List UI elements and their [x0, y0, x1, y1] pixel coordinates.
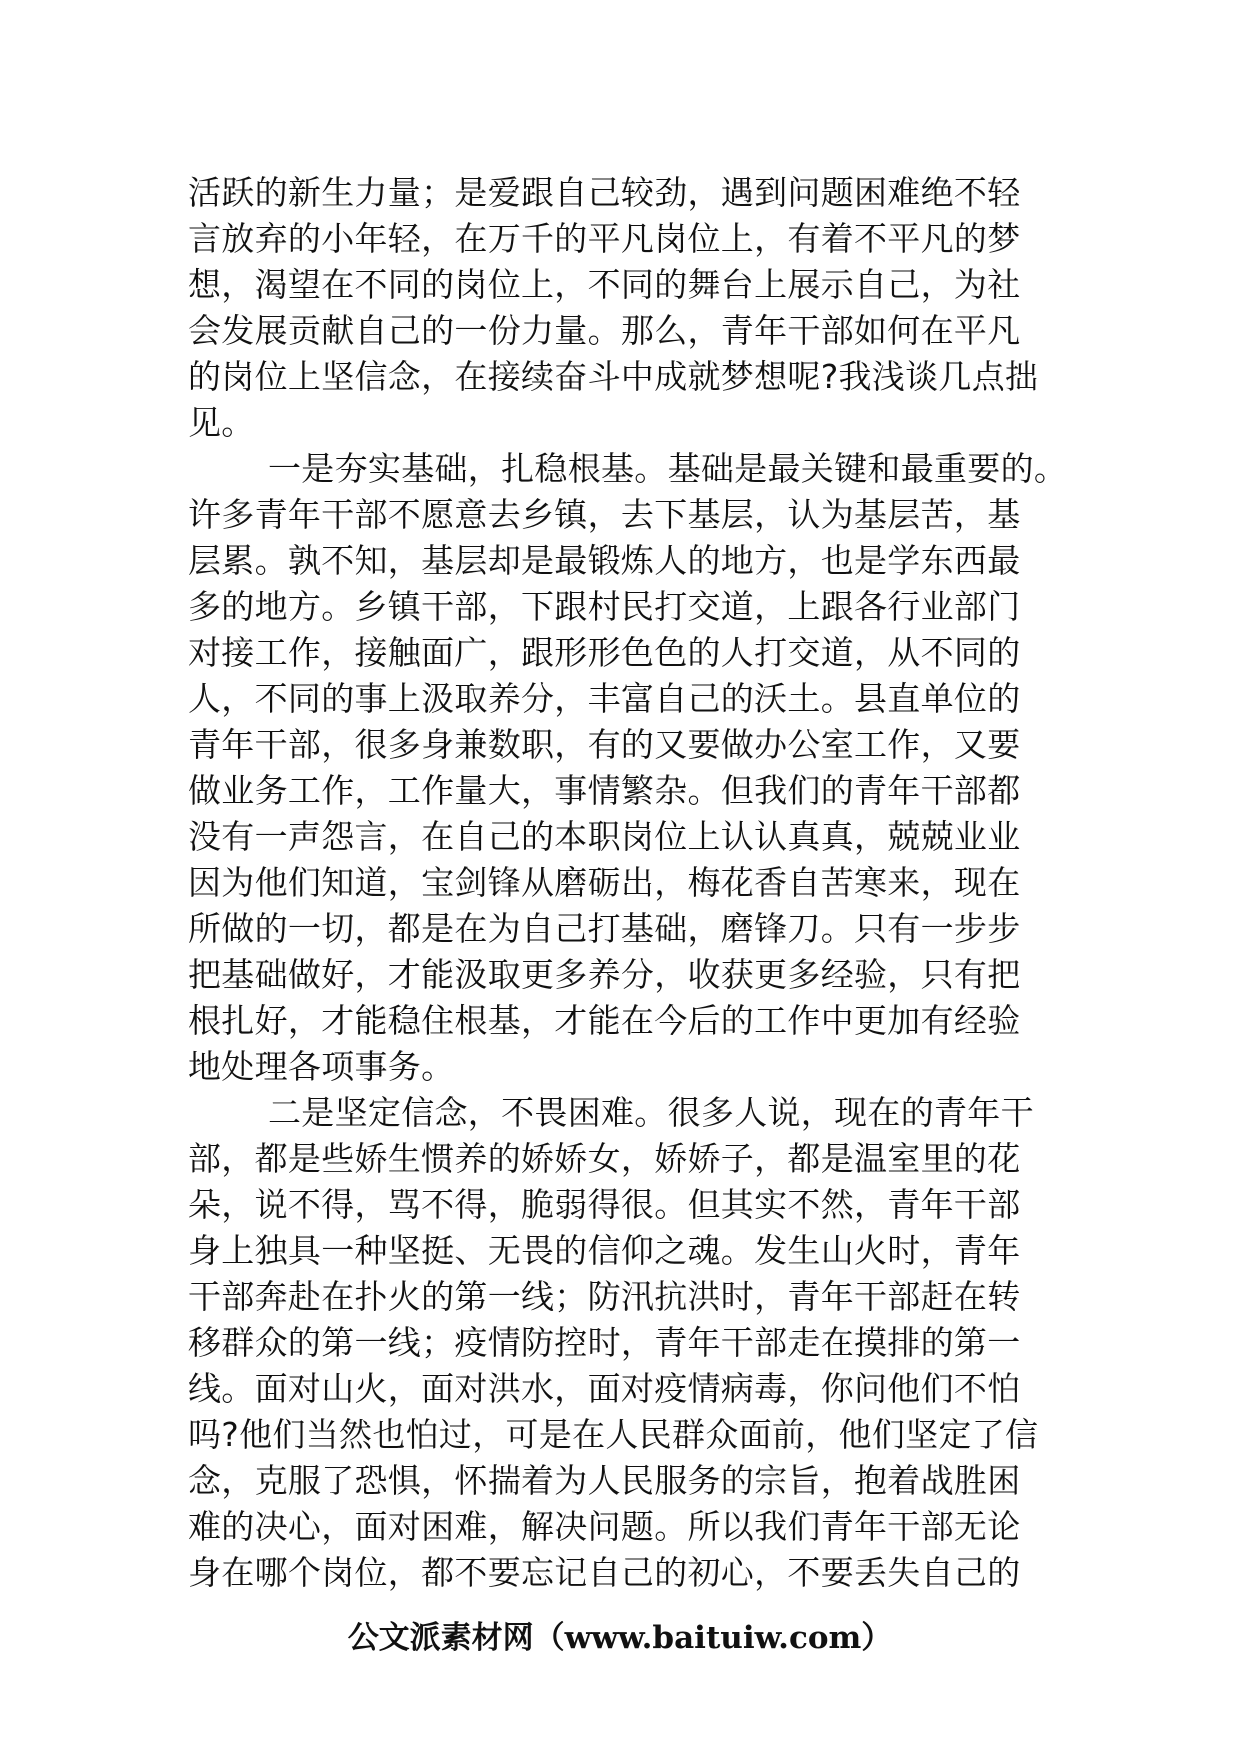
body-line: 吗?他们当然也怕过，可是在人民群众面前，他们坚定了信	[188, 1415, 1039, 1454]
body-line: 难的决心，面对困难，解决问题。所以我们青年干部无论	[188, 1507, 1021, 1546]
paragraph-start-line: 一是夯实基础，扎稳根基。基础是最关键和最重要的。	[268, 449, 1068, 488]
body-line: 活跃的新生力量；是爱跟自己较劲，遇到问题困难绝不轻	[188, 173, 1021, 212]
body-line: 部，都是些娇生惯养的娇娇女，娇娇子，都是温室里的花	[188, 1139, 1021, 1178]
body-line: 许多青年干部不愿意去乡镇，去下基层，认为基层苦，基	[188, 495, 1021, 534]
body-line: 把基础做好，才能汲取更多养分，收获更多经验，只有把	[188, 955, 1021, 994]
body-line: 地处理各项事务。	[188, 1047, 455, 1086]
body-line: 念，克服了恐惧，怀揣着为人民服务的宗旨，抱着战胜困	[188, 1461, 1021, 1500]
body-line: 的岗位上坚信念，在接续奋斗中成就梦想呢?我浅谈几点拙	[188, 357, 1039, 396]
page-footer: 公文派素材网（www.baituiw.com）	[347, 1620, 893, 1656]
document-body	[188, 170, 1068, 1596]
body-line: 想，渴望在不同的岗位上，不同的舞台上展示自己，为社	[188, 265, 1021, 304]
body-line: 人，不同的事上汲取养分，丰富自己的沃土。县直单位的	[188, 679, 1021, 718]
paragraph-start-line: 二是坚定信念，不畏困难。很多人说，现在的青年干	[268, 1093, 1034, 1132]
body-line: 言放弃的小年轻，在万千的平凡岗位上，有着不平凡的梦	[188, 219, 1021, 258]
body-line: 做业务工作，工作量大，事情繁杂。但我们的青年干部都	[188, 771, 1021, 810]
body-line: 身上独具一种坚挺、无畏的信仰之魂。发生山火时，青年	[188, 1231, 1021, 1270]
body-line: 会发展贡献自己的一份力量。那么，青年干部如何在平凡	[188, 311, 1021, 350]
body-line: 没有一声怨言，在自己的本职岗位上认认真真，兢兢业业	[188, 817, 1021, 856]
body-line: 干部奔赴在扑火的第一线；防汛抗洪时，青年干部赶在转	[188, 1277, 1021, 1316]
body-line: 青年干部，很多身兼数职，有的又要做办公室工作，又要	[188, 725, 1021, 764]
body-line: 朵，说不得，骂不得，脆弱得很。但其实不然，青年干部	[188, 1185, 1021, 1224]
body-line: 对接工作，接触面广，跟形形色色的人打交道，从不同的	[188, 633, 1021, 672]
body-line: 见。	[188, 403, 255, 442]
body-line: 移群众的第一线；疫情防控时，青年干部走在摸排的第一	[188, 1323, 1021, 1362]
body-line: 所做的一切，都是在为自己打基础，磨锋刀。只有一步步	[188, 909, 1021, 948]
body-line: 层累。孰不知，基层却是最锻炼人的地方，也是学东西最	[188, 541, 1021, 580]
body-line: 身在哪个岗位，都不要忘记自己的初心，不要丢失自己的	[188, 1553, 1021, 1592]
body-line: 线。面对山火，面对洪水，面对疫情病毒，你问他们不怕	[188, 1369, 1021, 1408]
body-line: 多的地方。乡镇干部，下跟村民打交道，上跟各行业部门	[188, 587, 1021, 626]
body-line: 因为他们知道，宝剑锋从磨砺出，梅花香自苦寒来，现在	[188, 863, 1021, 902]
body-line: 根扎好，才能稳住根基，才能在今后的工作中更加有经验	[188, 1001, 1021, 1040]
